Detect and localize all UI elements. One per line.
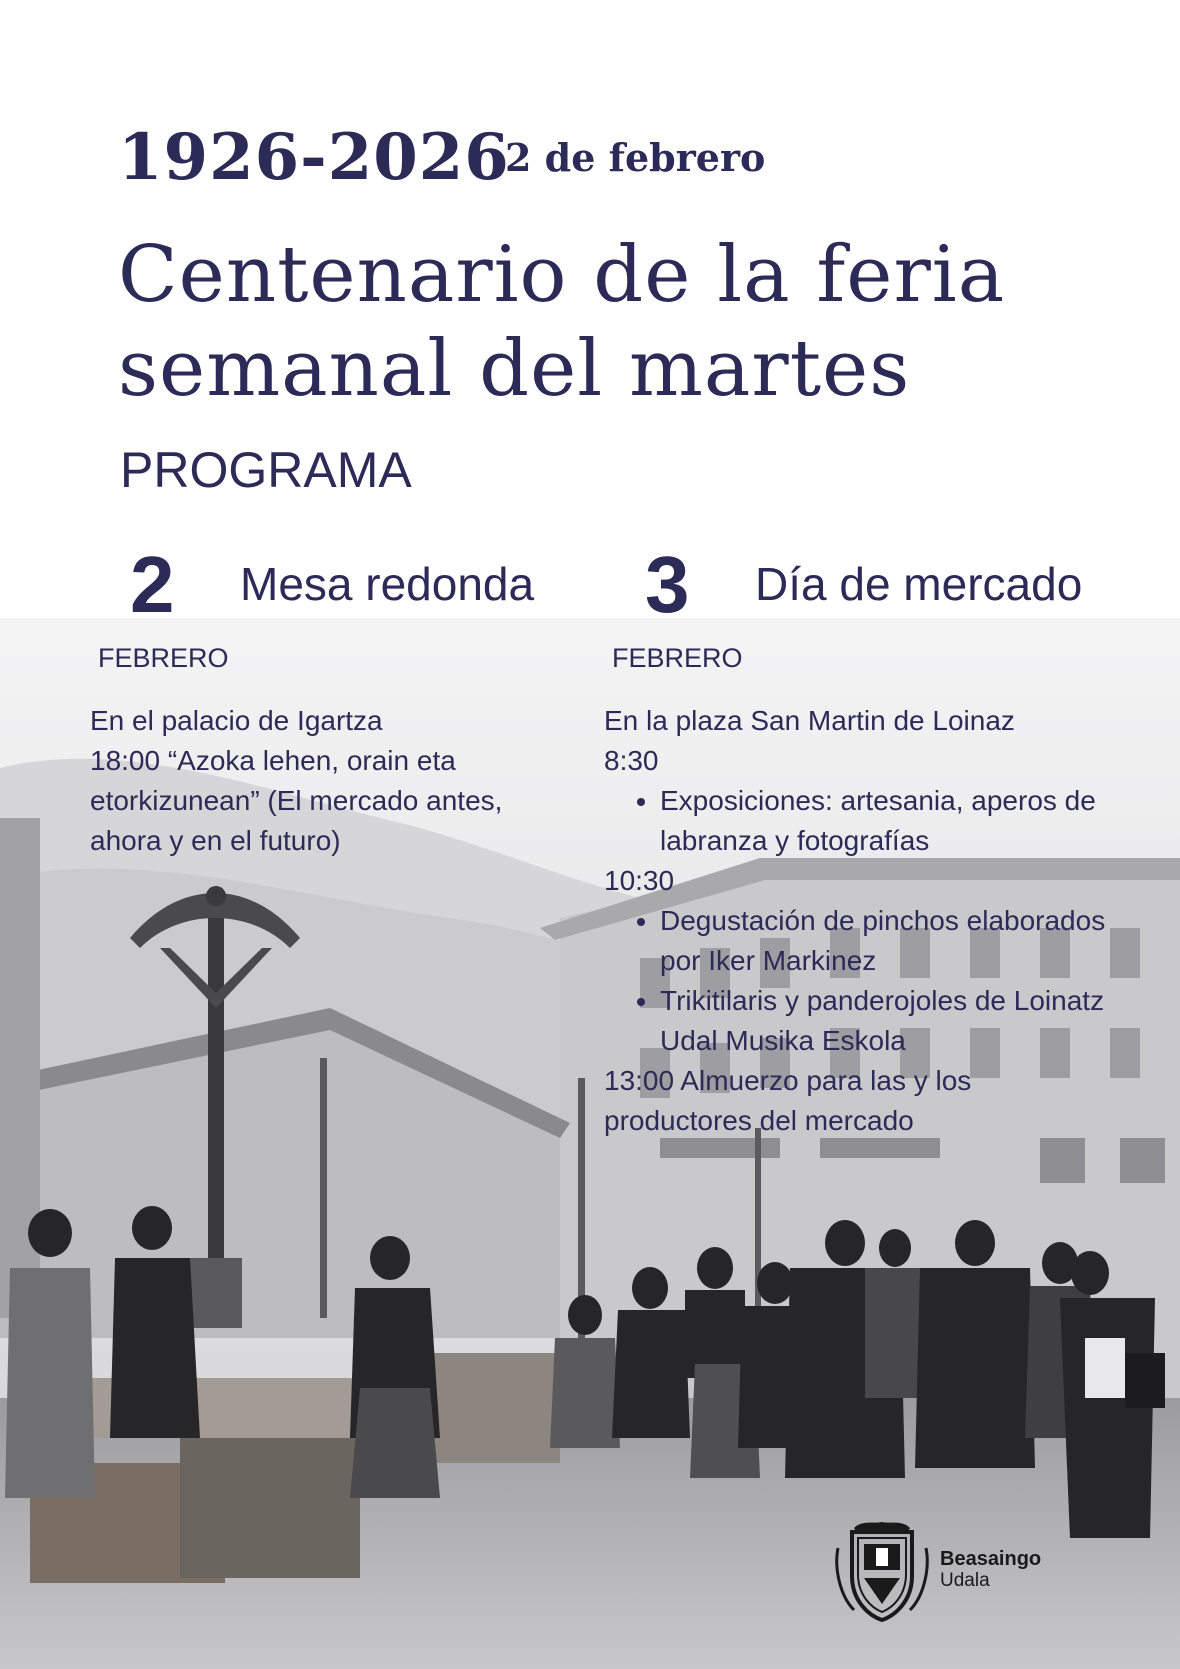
- day1-number: 2: [130, 540, 175, 629]
- coat-of-arms-icon: [832, 1518, 932, 1623]
- day1-month: FEBRERO: [98, 643, 229, 673]
- day1-line-3: etorkizunean” (El mercado antes,: [90, 785, 503, 816]
- logo-text: [940, 1548, 1041, 1592]
- title-line-2: semanal del martes: [118, 324, 911, 414]
- day2-details: [604, 701, 1124, 1141]
- day1-line-2: 18:00 “Azoka lehen, orain eta: [90, 745, 456, 776]
- day2-closing: 13:00 Almuerzo para las y los productores del mercado: [604, 1065, 972, 1136]
- years-heading: 1926-2026: [118, 120, 510, 195]
- day2-number: 3: [645, 540, 690, 629]
- day2-place: En la plaza San Martin de Loinaz: [604, 705, 1015, 736]
- programa-subtitle: PROGRAMA: [120, 442, 412, 498]
- day2-list-2: [604, 901, 1124, 1061]
- day2-label: Día de mercado: [755, 558, 1083, 610]
- logo-sub: Udala: [940, 1570, 990, 1591]
- page-title: [118, 228, 1158, 416]
- day2-month: FEBRERO: [612, 643, 743, 673]
- day2-list-1: [604, 781, 1124, 861]
- logo-name: Beasaingo: [940, 1548, 1042, 1570]
- title-line-1: Centenario de la feria: [118, 230, 1006, 320]
- day1-line-4: ahora y en el futuro): [90, 825, 341, 856]
- day2-bullet-1: • Exposiciones: artesania, aperos de labranza y fotografías: [660, 781, 1124, 861]
- day2-time-1: 8:30: [604, 745, 659, 776]
- day2-time-2: 10:30: [604, 865, 675, 896]
- day1-line-1: En el palacio de Igartza: [90, 705, 383, 736]
- day1-label: Mesa redonda: [240, 558, 535, 610]
- day2-bullet-2: • Degustación de pinchos elaborados por Iker Markinez: [660, 901, 1124, 981]
- event-date: 2 de febrero: [505, 135, 766, 180]
- day2-bullet-3: • Trikitilaris y panderojoles de Loinatz Udal Musika Eskola: [660, 981, 1124, 1061]
- day1-details: [90, 701, 580, 861]
